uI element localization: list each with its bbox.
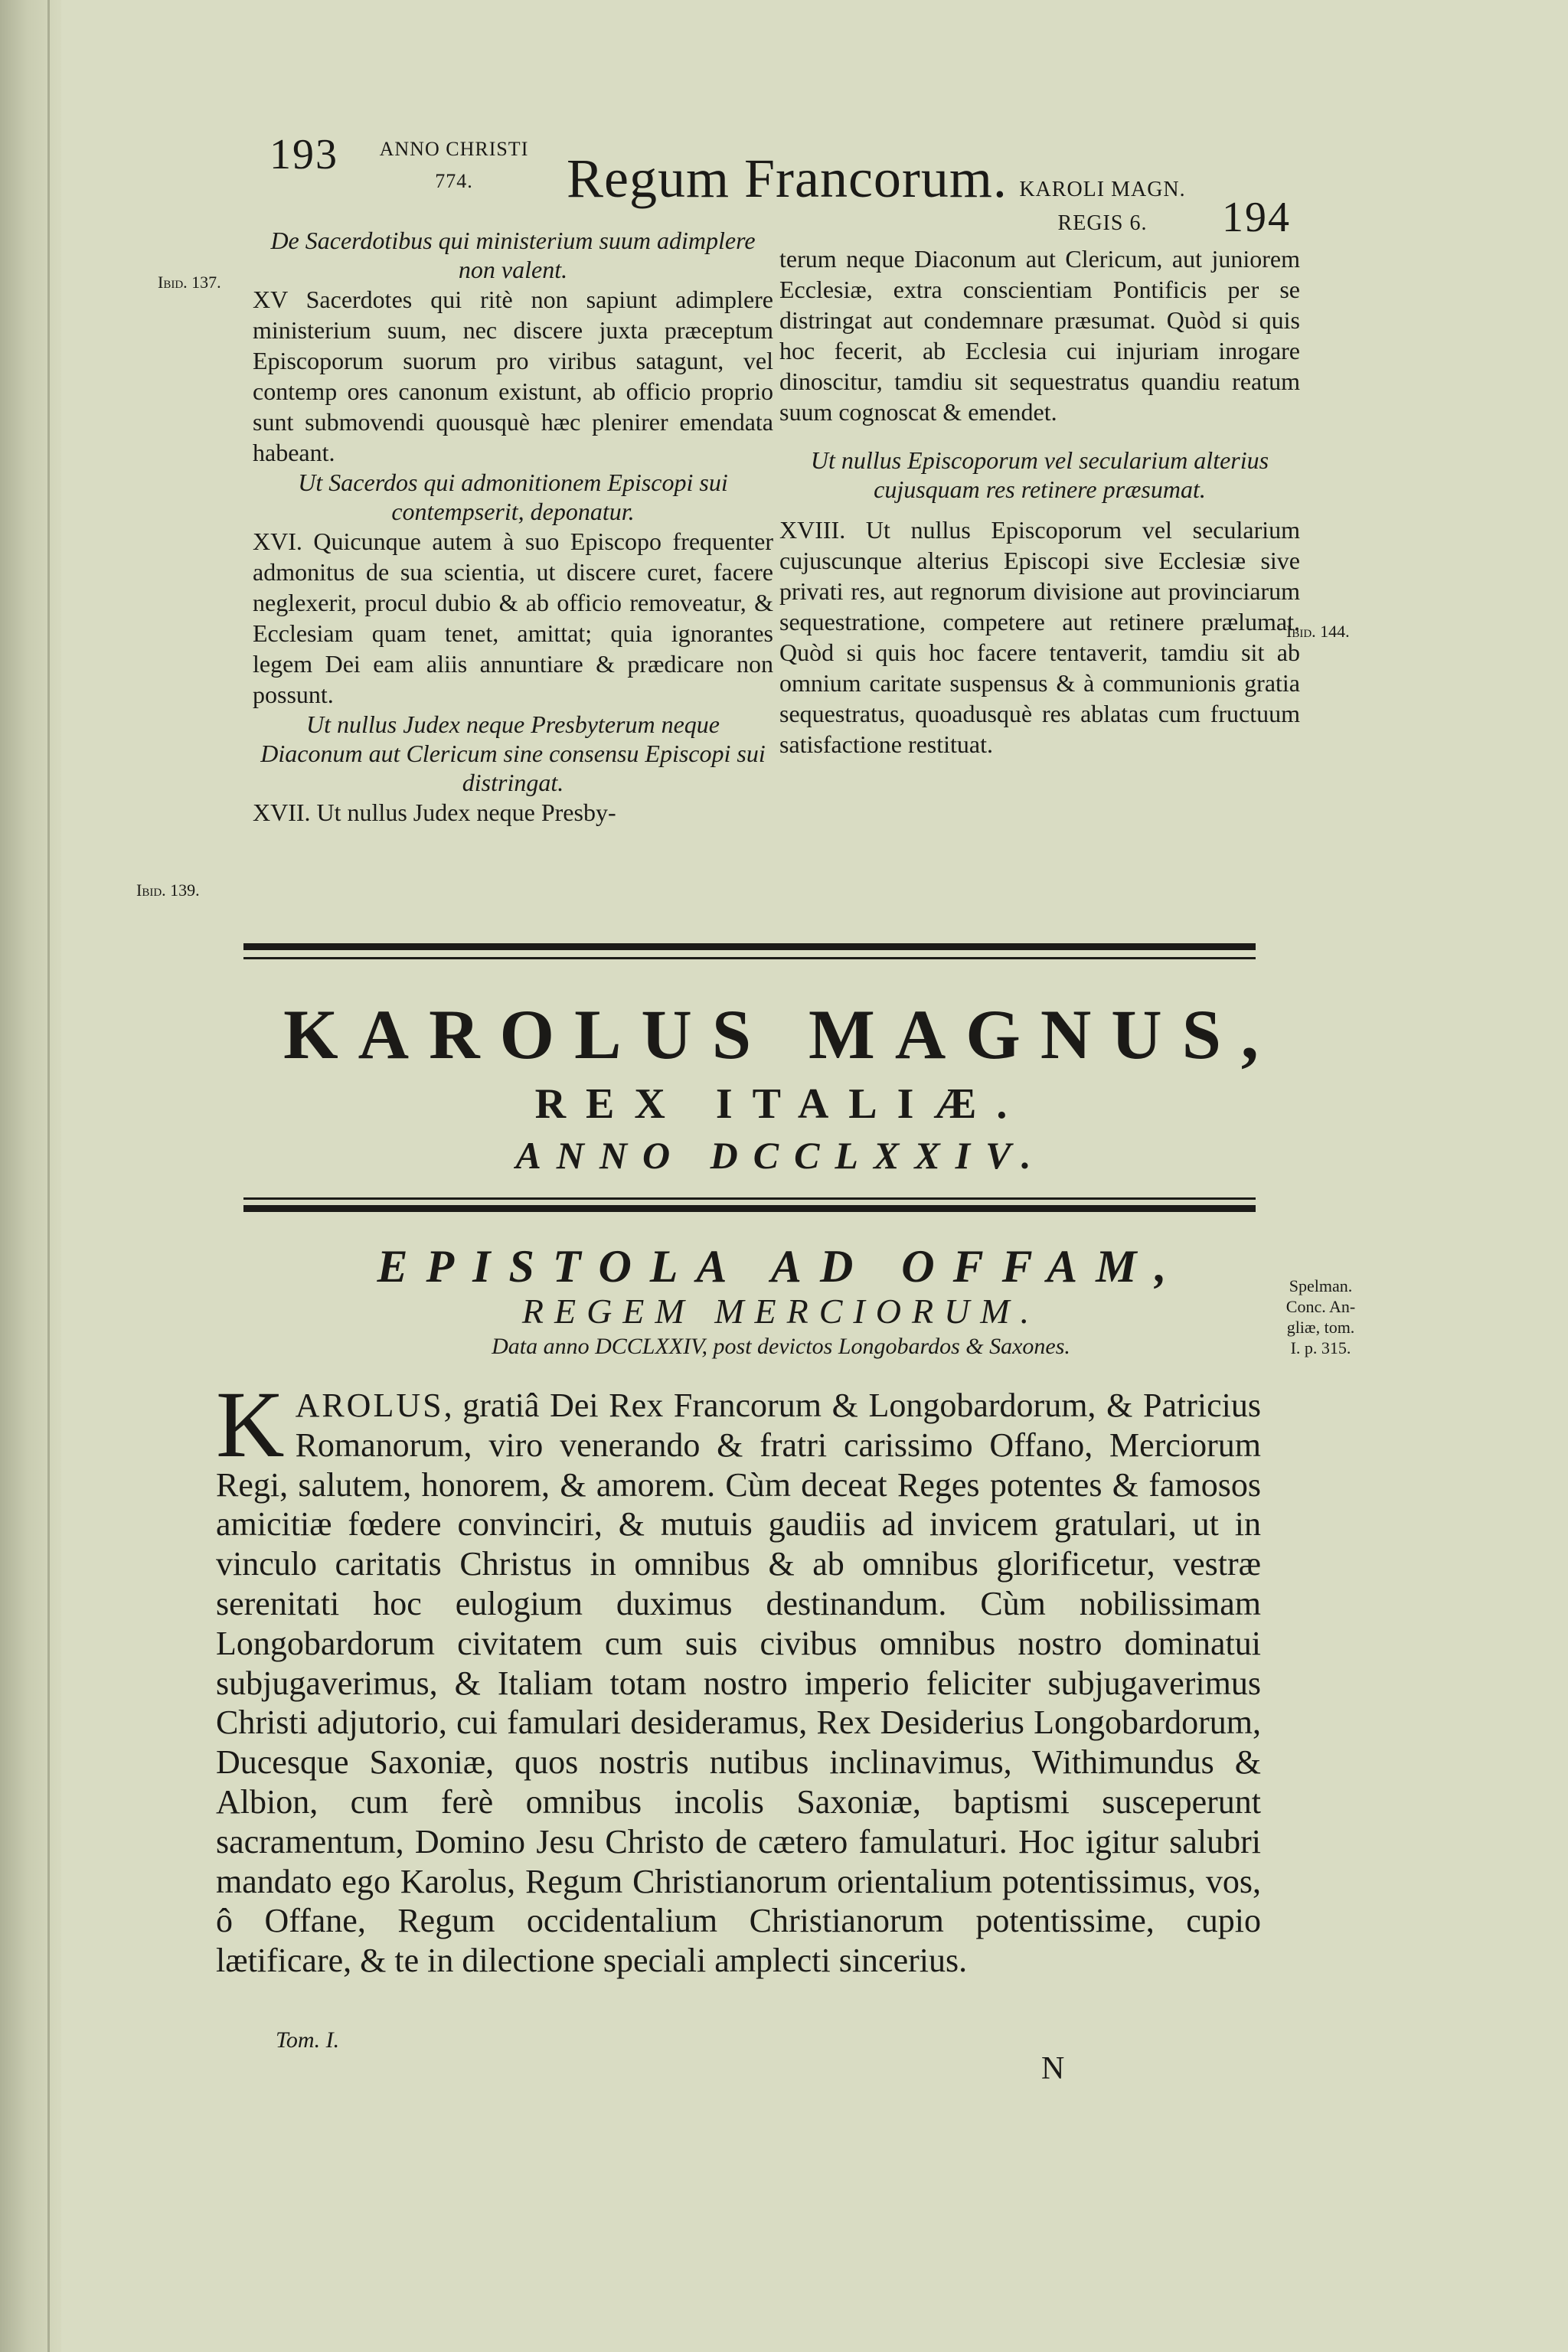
left-column [253, 226, 773, 828]
margin-ref-144: Ibid. 144. [1286, 622, 1350, 641]
epistola-subtitle: REGEM MERCIORUM. [521, 1292, 1040, 1331]
section-rule-bottom [243, 1205, 1256, 1212]
subheading-17: Ut nullus Judex neque Presbyterum neque Diaconum aut Clericum sine consensu Episcopi sui distringat. [260, 710, 766, 796]
epistola-title: EPISTOLA AD OFFAM, [377, 1241, 1185, 1292]
right-column [779, 243, 1300, 760]
paragraph-17: XVII. Ut nullus Judex neque Presby- [253, 799, 616, 826]
paragraph-16: XVI. Quicunque autem à suo Episcopo frequenter admonitus de sua scientia, ut discere curet, facere neglexerit, procul dubio & ab officio removeatur, & Ecclesiam quam tenet, amittat; quia ignorantes legem Dei eam aliis annuntiare & prædicare non possunt. [253, 528, 773, 708]
spelman-line-3: gliæ, tom. [1286, 1318, 1355, 1337]
paragraph-17-continued: terum neque Diaconum aut Clericum, aut juniorem Ecclesiæ, extra conscientiam Pontificis per se distringat aut condemnare præsumat. Quòd si quis hoc fecerit, ab Ecclesia cui injuriam inrogare dinoscitur, tamdiu sit sequestratus quandiu reatum suum cognoscat & emendet. [779, 245, 1300, 426]
karoli-line-2: REGIS 6. [1057, 211, 1148, 235]
signature-mark: N [1041, 2051, 1065, 2086]
page-number-right: 194 [1222, 194, 1291, 241]
paragraph-18: XVIII. Ut nullus Episcoporum vel secularium cujuscunque alterius Episcopi sive Ecclesiæ sive privati res, aut regnorum divisione aut provinciarum sequestratione, competere aut retinere prælumat. Quòd si quis hoc facere tentaverit, tamdiu sit ab omnium caritate suspensus & à communionis gratia sequestratus, quoadusquè res ablatas cum fructuum satisfactione restituat. [779, 516, 1300, 758]
karoli-line-1: KAROLI MAGN. [1019, 178, 1186, 201]
section-rule-top-thin [243, 957, 1256, 959]
running-head-karoli [1003, 173, 1202, 240]
spelman-line-1: Spelman. [1289, 1276, 1353, 1295]
section-rule-top [243, 943, 1256, 950]
anno-line-2: 774. [435, 170, 473, 192]
running-title: Regum Francorum. [567, 148, 1008, 209]
spelman-line-2: Conc. An- [1285, 1297, 1356, 1316]
spelman-line-4: I. p. 315. [1290, 1338, 1351, 1357]
anno-line-1: ANNO CHRISTI [379, 138, 529, 160]
first-word: AROLUS [295, 1387, 444, 1424]
section-title: KAROLUS MAGNUS, [283, 995, 1279, 1073]
letter-text: , gratiâ Dei Rex Francorum & Longobardorum, & Patricius Romanorum, viro venerando & fratri carissimo Offano, Merciorum Regi, salutem, honorem, & amorem. Cùm deceat Reges potentes & famosos amicitiæ fœdere convinciri, & mutuis gaudiis ad invicem gratulari, ut in vinculo caritatis Christus in omnibus & ab omnibus glorificetur, vestræ serenitati hoc eulogium duximus destinandum. Cùm nobilissimam Longobardorum civitatem cum suis civibus omnibus nostro dominatui subjugaverimus, & Italiam totam nostro imperio feliciter subjugaverimus Christi adjutorio, cui famulari desideramus, Rex Desiderius Longobardorum, Ducesque Saxoniæ, quos nostris nutibus inclinavimus, Withimundus & Albion, cum ferè omnibus incolis Saxoniæ, baptismi susceperunt sacramentum, Domino Jesu Christo de cætero famulaturi. Hoc igitur salubri mandato ego Karolus, Regum Christianorum orientalium potentissimus, vos, ô Offane, Regum occidentalium Christianorum potentissime, cupio lætificare, & te in dilectione speciali amplecti sincerius. [216, 1387, 1261, 1980]
volume-note: Tom. I. [276, 2027, 340, 2053]
section-anno: ANNO DCCLXXIV. [515, 1134, 1047, 1177]
section-rule-bottom-thin [243, 1197, 1256, 1200]
margin-spelman [1263, 1276, 1378, 1358]
subheading-18: Ut nullus Episcoporum vel secularium alterius cujusquam res retinere præsumat. [810, 446, 1269, 503]
section-rex: REX ITALIÆ. [534, 1080, 1027, 1128]
margin-ref-137: Ibid. 137. [158, 273, 221, 292]
page-number-left: 193 [270, 131, 338, 178]
running-head-anno [358, 133, 550, 198]
drop-cap: K [216, 1372, 285, 1477]
subheading-16: Ut Sacerdos qui admonitionem Episcopi sui contempserit, deponatur. [298, 469, 728, 525]
paragraph-15: XV Sacerdotes qui ritè non sapiunt adimplere ministerium suum, nec discere juxta præceptum Episcoporum suorum pro viribus satagunt, vel contemp ores canonum existunt, ab officio proprio sunt submovendi quousquè hæc plenirer emendata habeant. [253, 286, 773, 466]
subheading-15: De Sacerdotibus qui ministerium suum adimplere non valent. [270, 227, 756, 283]
margin-ref-139: Ibid. 139. [136, 880, 200, 900]
letter-body [216, 1372, 1261, 1981]
epistola-date-line: Data anno DCCLXXIV, post devictos Longobardos & Saxones. [492, 1334, 1070, 1359]
